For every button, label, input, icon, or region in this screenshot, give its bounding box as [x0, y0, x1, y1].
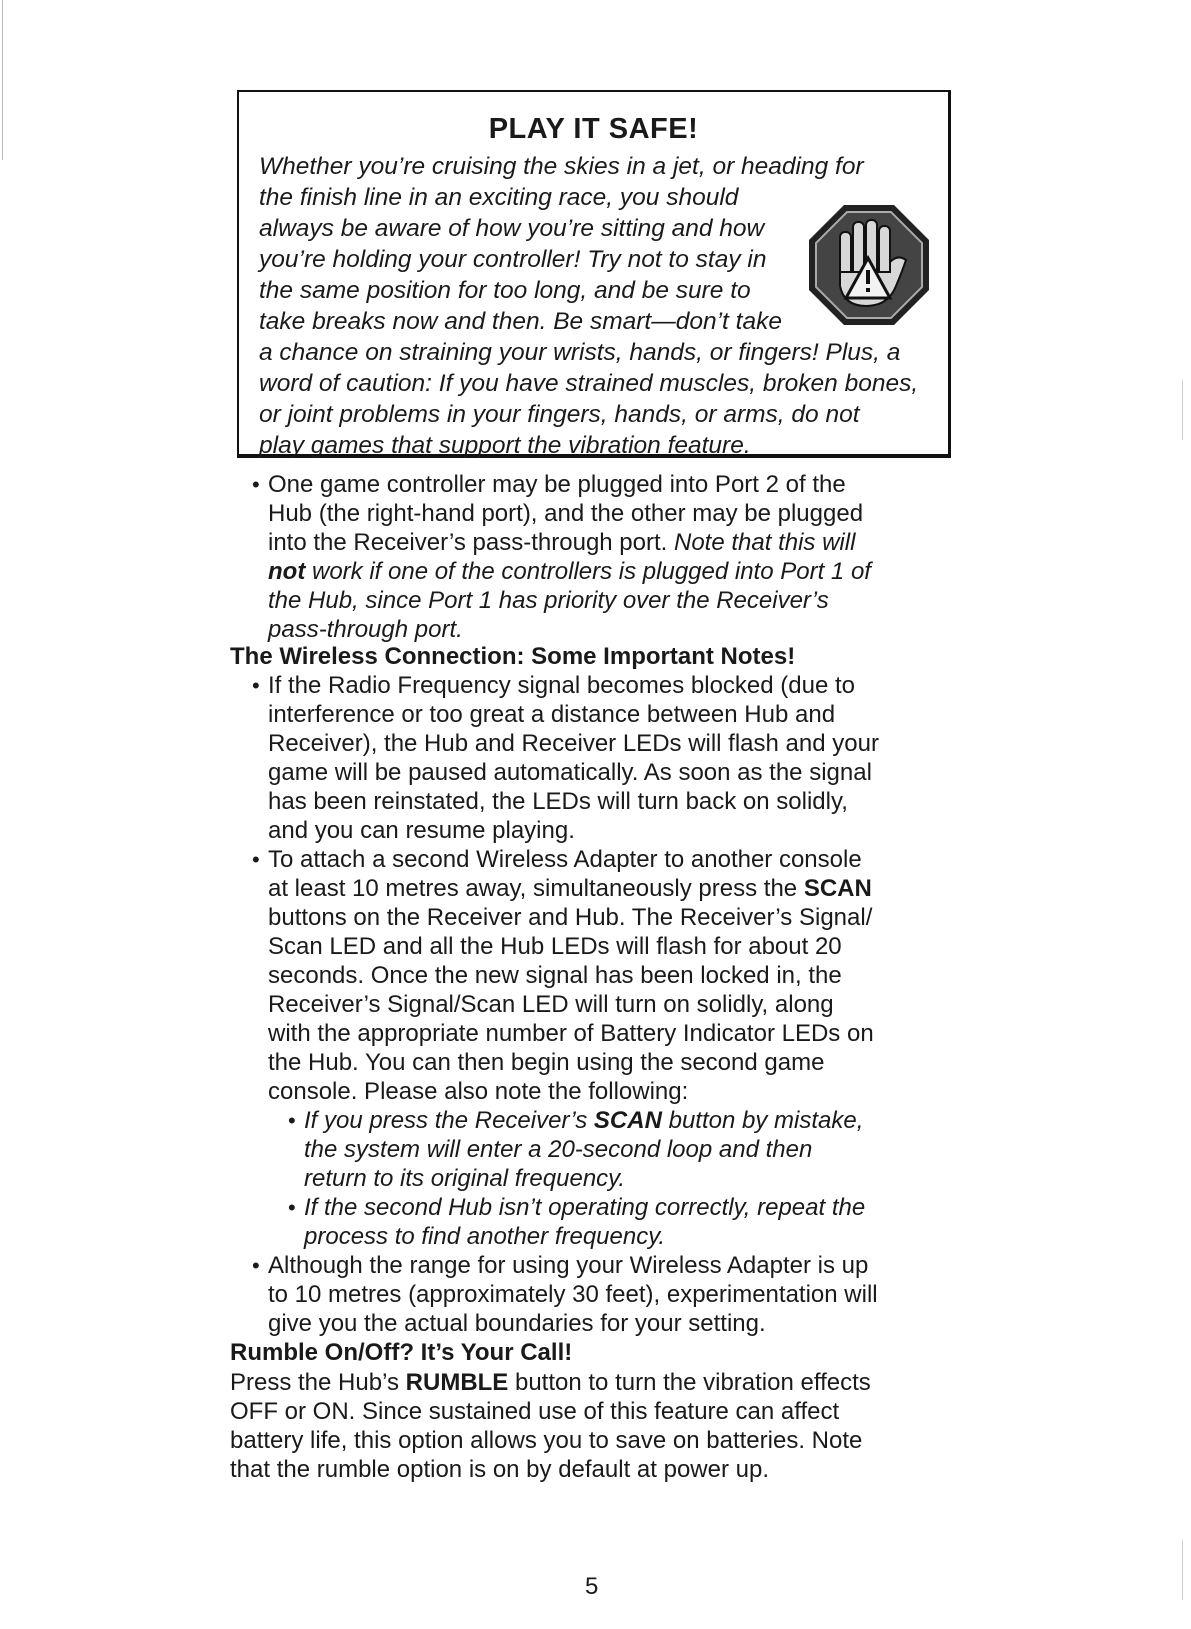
wireless-b2-line: console. Please also note the following:	[268, 1078, 689, 1105]
wireless-b3-line: to 10 metres (approximately 30 feet), experimentation will	[268, 1281, 878, 1308]
wireless-b1-line: interference or too great a distance between Hub and	[268, 701, 836, 728]
wireless-b2-line: Scan LED and all the Hub LEDs will flash for about 20	[268, 933, 842, 960]
scan-edge-line	[1182, 380, 1183, 440]
safe-text-line: always be aware of how you’re sitting and how	[259, 215, 765, 242]
sub-bullet-line: return to its original frequency.	[304, 1165, 626, 1192]
wireless-b2-line: the Hub. You can then begin using the second game	[268, 1049, 825, 1076]
wireless-b2-line: with the appropriate number of Battery Indicator LEDs on	[268, 1020, 874, 1047]
sub-bullet-dot: •	[288, 1195, 296, 1220]
bullet-ports-line: not work if one of the controllers is plugged into Port 1 of	[268, 558, 871, 585]
safe-text-line: or joint problems in your fingers, hands, or arms, do not	[259, 401, 860, 428]
scan-edge-line	[2, 0, 3, 160]
wireless-b1-line: and you can resume playing.	[268, 817, 575, 844]
wireless-b1-line: If the Radio Frequency signal becomes blocked (due to	[268, 672, 856, 699]
sub-bullet-line: the system will enter a 20-second loop and then	[304, 1136, 813, 1163]
safe-text-line: you’re holding your controller! Try not to stay in	[259, 246, 767, 273]
wireless-b1-line: Receiver), the Hub and Receiver LEDs will flash and your	[268, 730, 879, 757]
bullet-dot: •	[252, 1253, 260, 1278]
safe-text-line: play games that support the vibration feature.	[259, 432, 751, 459]
sub-bullet-dot: •	[288, 1108, 296, 1133]
sub-bullet-line: process to find another frequency.	[304, 1223, 666, 1250]
bullet-dot: •	[252, 673, 260, 698]
rumble-line: Press the Hub’s RUMBLE button to turn the vibration effects	[230, 1369, 871, 1396]
safe-text-line: the finish line in an exciting race, you should	[259, 184, 739, 211]
bullet-ports-line: One game controller may be plugged into Port 2 of the	[268, 471, 846, 498]
bullet-ports-line: Hub (the right-hand port), and the other may be plugged	[268, 500, 864, 527]
safe-text-line: take breaks now and then. Be smart—don’t take	[259, 308, 782, 335]
bullet-ports-line: pass-through port.	[268, 616, 463, 643]
wireless-b2-line: seconds. Once the new signal has been locked in, the	[268, 962, 842, 989]
wireless-b2-line: buttons on the Receiver and Hub. The Receiver’s Signal/	[268, 904, 873, 931]
safe-text-line: a chance on straining your wrists, hands, or fingers! Plus, a	[259, 339, 901, 366]
scan-edge-line	[1182, 1540, 1183, 1600]
bullet-ports-line: the Hub, since Port 1 has priority over the Receiver’s	[268, 587, 829, 614]
wireless-b3-line: Although the range for using your Wireless Adapter is up	[268, 1252, 869, 1279]
safe-text-line: Whether you’re cruising the skies in a jet, or heading for	[259, 153, 864, 180]
wireless-b2-line: To attach a second Wireless Adapter to another console	[268, 846, 862, 873]
safe-title: PLAY IT SAFE!	[488, 113, 699, 145]
wireless-b1-line: game will be paused automatically. As soon as the signal	[268, 759, 872, 786]
sub-bullet-line: If you press the Receiver’s SCAN button by mistake,	[304, 1107, 864, 1134]
page-number: 5	[585, 1573, 599, 1600]
sub-bullet-line: If the second Hub isn’t operating correctly, repeat the	[304, 1194, 866, 1221]
rumble-heading: Rumble On/Off? It’s Your Call!	[230, 1339, 573, 1366]
bullet-dot: •	[252, 472, 260, 497]
safe-text-line: word of caution: If you have strained muscles, broken bones,	[259, 370, 919, 397]
bullet-dot: •	[252, 847, 260, 872]
wireless-b1-line: has been reinstated, the LEDs will turn back on solidly,	[268, 788, 848, 815]
wireless-b2-line: Receiver’s Signal/Scan LED will turn on solidly, along	[268, 991, 834, 1018]
bullet-ports-line: into the Receiver’s pass-through port. Note that this will	[268, 529, 856, 556]
rumble-line: that the rumble option is on by default at power up.	[230, 1456, 770, 1483]
rumble-line: battery life, this option allows you to save on batteries. Note	[230, 1427, 863, 1454]
play-it-safe-box	[237, 90, 951, 458]
safe-text-line: the same position for too long, and be sure to	[259, 277, 751, 304]
wireless-heading: The Wireless Connection: Some Important Notes!	[230, 643, 796, 670]
wireless-b3-line: give you the actual boundaries for your setting.	[268, 1310, 766, 1337]
wireless-b2-line: at least 10 metres away, simultaneously press the SCAN	[268, 875, 872, 902]
stop-hand-warning-icon	[806, 202, 932, 328]
rumble-line: OFF or ON. Since sustained use of this feature can affect	[230, 1398, 840, 1425]
